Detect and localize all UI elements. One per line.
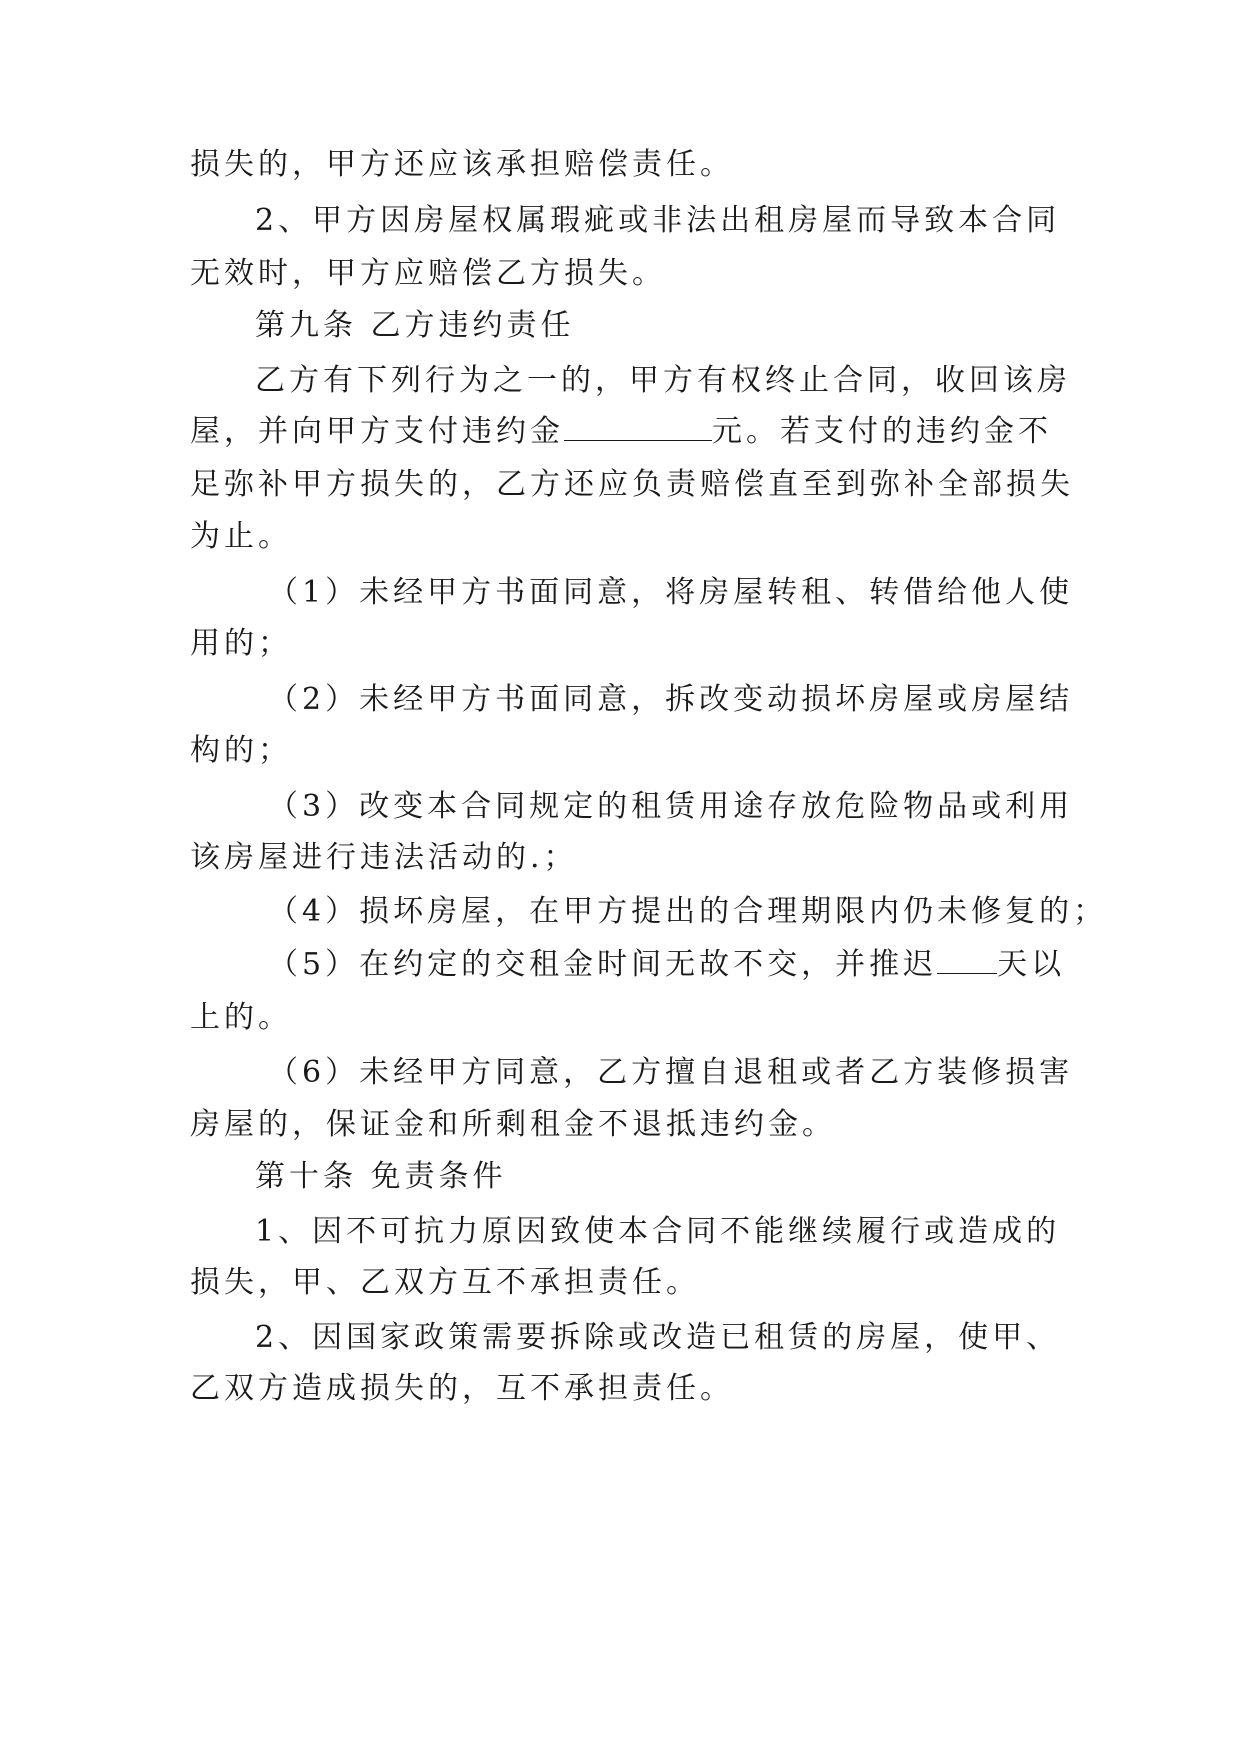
text: 构的； [190, 733, 292, 768]
text: 损失的，甲方还应该承担赔偿责任。 [190, 147, 734, 182]
text: 房屋的，保证金和所剩租金不退抵违约金。 [190, 1107, 836, 1142]
text: （3）改变本合同规定的租赁用途存放危险物品或利用 [268, 789, 1074, 824]
text: 2、甲方因房屋权属瑕疵或非法出租房屋而导致本合同 [255, 203, 1061, 238]
text-line [255, 361, 1071, 401]
section-heading [255, 1157, 1060, 1197]
text: 天以 [997, 947, 1066, 982]
text: 乙方有下列行为之一的，甲方有权终止合同，收回该房 [255, 363, 1071, 398]
text: 屋，并向甲方支付违约金 [190, 414, 564, 449]
text-line [190, 731, 1060, 771]
text: 乙双方造成损失的，互不承担责任。 [190, 1371, 734, 1406]
text-line [190, 145, 1060, 185]
text: 第十条 免责条件 [255, 1159, 507, 1194]
text: （2）未经甲方书面同意，拆改变动损坏房屋或房屋结 [268, 682, 1074, 717]
text: 损失，甲、乙双方互不承担责任。 [190, 1265, 700, 1300]
text-line [190, 412, 1060, 452]
text: 1、因不可抗力原因致使本合同不能继续履行或造成的 [255, 1214, 1061, 1249]
text: 用的； [190, 626, 292, 661]
text: （6）未经甲方同意，乙方擅自退租或者乙方装修损害 [268, 1055, 1074, 1090]
text-line [190, 998, 1060, 1038]
text-line [190, 1263, 1060, 1303]
text: （5）在约定的交租金时间无故不交，并推迟 [268, 947, 938, 982]
text-line [190, 838, 1060, 878]
list-item [268, 680, 1074, 720]
blank-field [564, 412, 712, 441]
text: 上的。 [190, 1000, 292, 1035]
text-line [255, 1212, 1060, 1252]
text: （4）损坏房屋，在甲方提出的合理期限内仍未修复的； [268, 894, 1108, 929]
list-item [268, 892, 1108, 932]
section-heading [255, 306, 1060, 346]
list-item [268, 573, 1074, 613]
list-item [268, 945, 1066, 985]
list-item [268, 1053, 1074, 1093]
text-line [190, 1105, 1060, 1145]
text: 2、因国家政策需要拆除或改造已租赁的房屋，使甲、 [255, 1320, 1061, 1355]
text-line [190, 517, 1060, 557]
text: 无效时，甲方应赔偿乙方损失。 [190, 256, 666, 291]
text-line [255, 1318, 1060, 1358]
text: 为止。 [190, 519, 292, 554]
text: 第九条 乙方违约责任 [255, 308, 575, 343]
text-line [190, 624, 1060, 664]
list-item [268, 787, 1074, 827]
text: 元。若支付的违约金不 [712, 414, 1052, 449]
text-line [190, 465, 1074, 505]
text-line [255, 201, 1060, 241]
text-line [190, 254, 1060, 294]
text: 足弥补甲方损失的，乙方还应负责赔偿直至到弥补全部损失 [190, 467, 1074, 502]
text-line [190, 1369, 1060, 1409]
blank-field [937, 945, 997, 974]
text: （1）未经甲方书面同意，将房屋转租、转借给他人使 [268, 575, 1074, 610]
text: 该房屋进行违法活动的.； [190, 840, 578, 875]
